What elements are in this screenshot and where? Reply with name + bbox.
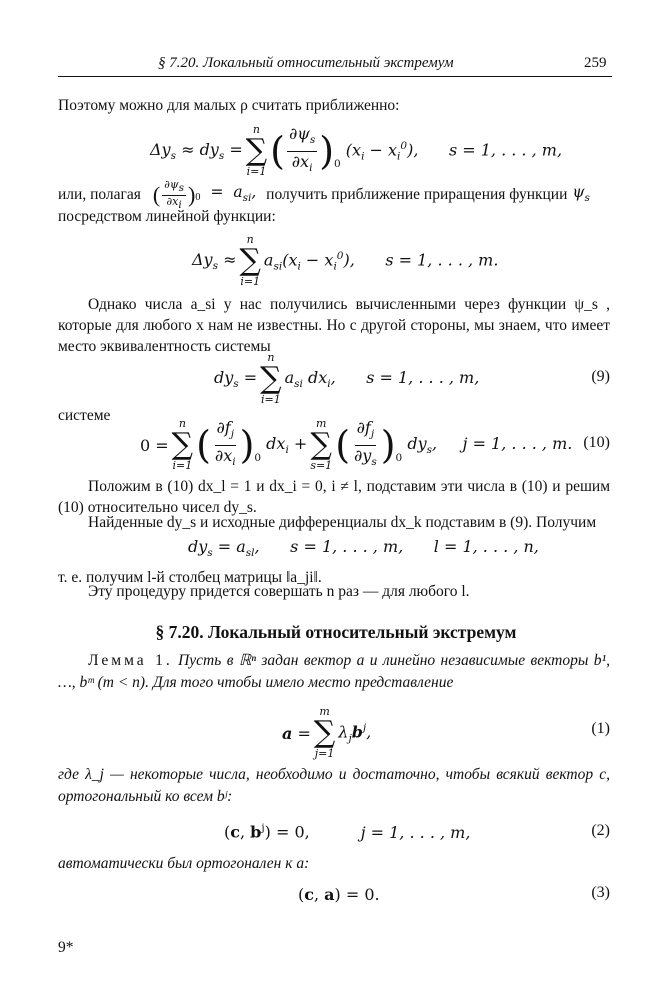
- header-rule: [58, 76, 612, 77]
- lemma-condition: [58, 764, 610, 808]
- paragraph-5-text: Положим в (10) dx_l = 1 и dx_i = 0, i ≠ l, подставим эти числа в (10) и решим (10) относительно чисел dy_s.: [58, 478, 610, 516]
- paragraph-4: системе: [58, 407, 111, 424]
- lemma-condition-text: где λ_j — некоторые числа, необходимо и достаточно, чтобы всякий вектор c, ортогональный ко всем bʲ:: [58, 766, 610, 805]
- equation-10: 0 = n ∑ i=1 ( $\frac{\partial f_j}{\partial x_i}$ ) $_0$ $dx_i$ + m ∑ s=1 ( $\frac{\partial f_j}{\partial y_s}$ ) $_0$ $dy_s$, j = 1, . . . , m.: [140, 417, 573, 472]
- lemma-statement: Пусть в ℝⁿ задан вектор a и линейно независимые векторы b¹, …, bᵐ (m < n). Для того чтобы имело место представление: [58, 652, 611, 691]
- paragraph-2-line-2: посредством линейной функции:: [58, 208, 276, 225]
- paragraph-6: [58, 512, 610, 533]
- paragraph-3-text: Однако числа a_si у нас получились вычисленными через функции ψ_s , которые для любого x нам не известны. Но с другой стороны, мы знаем, что имеет место эквивалентность системы: [58, 296, 610, 355]
- lemma-label: Лемма 1.: [88, 652, 173, 669]
- equation-linear-approx: $\Delta y_s$ ≈ n ∑ i=1 $a_{si}(x_i - x_i^0)$, s = 1, . . . , m.: [192, 233, 499, 288]
- page-number: 259: [584, 55, 607, 71]
- equation-1: a = m ∑ j=1 $\lambda_jb^j$,: [282, 705, 372, 760]
- paragraph-1: Поэтому можно для малых ρ считать приближенно:: [58, 97, 400, 114]
- paragraph-6-text: Найденные dy_s и исходные дифференциалы dx_k подставим в (9). Получим: [88, 514, 597, 531]
- paragraph-2-middle: получить приближение приращения функции: [266, 186, 568, 203]
- equation-9-number: (9): [591, 368, 610, 385]
- equation-2-number: (2): [591, 822, 610, 839]
- running-title: § 7.20. Локальный относительный экстремум: [158, 55, 454, 71]
- lemma-conclusion: автоматически был ортогонален к a:: [58, 855, 310, 872]
- paragraph-2-line-1: или, полагая ( $\frac{\partial\psi_s}{\partial x_i}$ ) 0 = $a_{si}$, получить приближение приращения функции $\psi_s$: [58, 178, 590, 211]
- signature-mark: 9*: [58, 939, 74, 956]
- section-title: § 7.20. Локальный относительный экстремум: [155, 622, 517, 642]
- equation-delta-ys: $\Delta y_s \approx dy_s$ = n ∑ i=1 ( $\frac{\partial\psi_s}{\partial x_i}$ ) $_0$ $(x_i - x_i^0)$, s = 1, . . . , m,: [150, 123, 563, 178]
- equation-1-number: (1): [591, 720, 610, 737]
- paragraph-8: Эту процедуру придется совершать n раз — для любого l.: [88, 583, 470, 600]
- paragraph-7: т. е. получим l-й столбец матрицы ‖a_ji‖.: [58, 569, 322, 586]
- lemma-1: [58, 650, 610, 694]
- equation-2: (c, $b^j) = 0$, j = 1, . . . , m,: [224, 822, 471, 842]
- equation-3-number: (3): [591, 884, 610, 901]
- equation-solution: $dy_s = a_{sl}$, s = 1, . . . , m, l = 1, . . . , n,: [188, 536, 539, 560]
- paragraph-3: [58, 294, 610, 357]
- paragraph-2-start: или, полагая: [58, 186, 141, 203]
- equation-9: $dy_s$ = n ∑ i=1 $a_{si}$ $dx_i$, s = 1, . . . , m,: [214, 351, 480, 406]
- equation-10-number: (10): [583, 434, 610, 451]
- equation-3: (c, a) = 0.: [298, 884, 380, 904]
